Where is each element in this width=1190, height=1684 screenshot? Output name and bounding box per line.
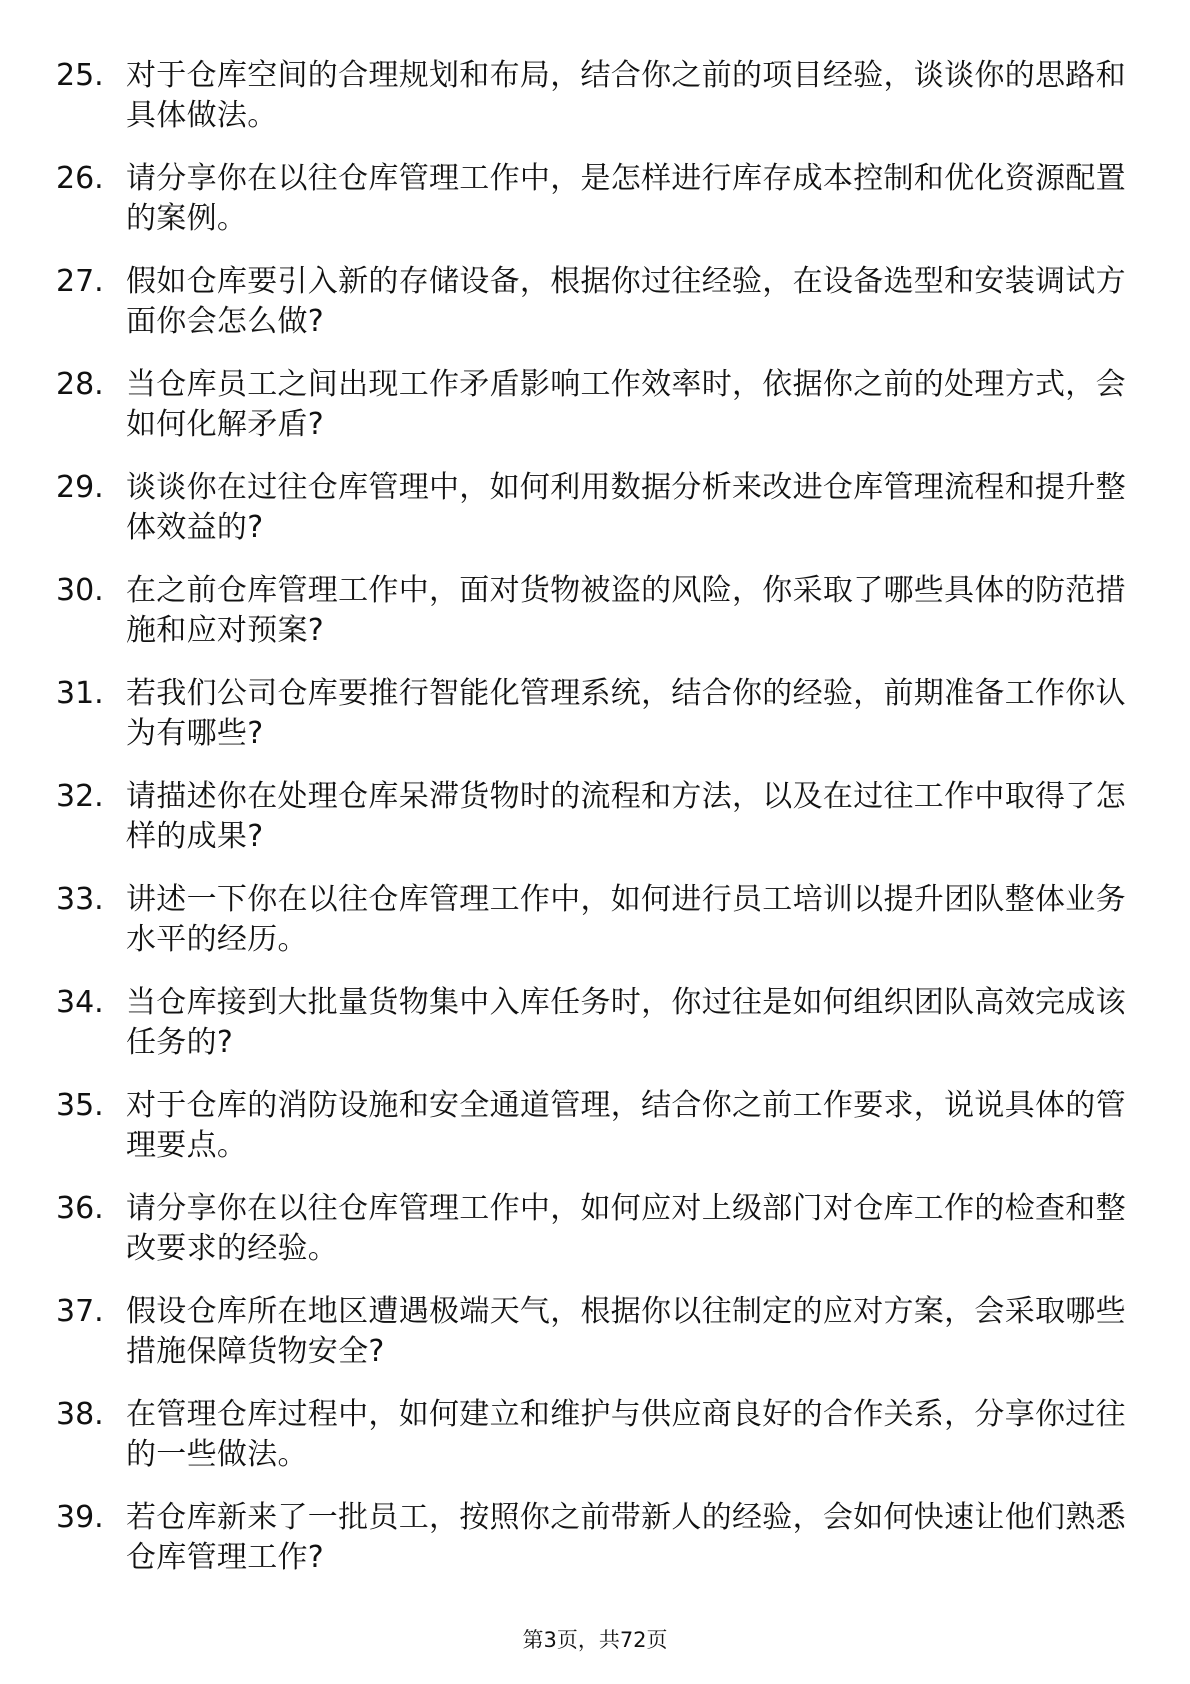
question-number: 28. (56, 367, 104, 402)
question-number: 27. (56, 264, 104, 299)
question-text: 当仓库员工之间出现工作矛盾影响工作效率时，依据你之前的处理方式，会如何化解矛盾? (126, 367, 1126, 442)
question-item (0, 571, 1190, 674)
question-item (0, 777, 1190, 880)
question-item (0, 468, 1190, 571)
question-text: 假如仓库要引入新的存储设备，根据你过往经验，在设备选型和安装调试方面你会怎么做? (126, 264, 1126, 339)
question-text: 请描述你在处理仓库呆滞货物时的流程和方法，以及在过往工作中取得了怎样的成果? (126, 779, 1126, 854)
question-number: 36. (56, 1191, 104, 1226)
question-item (0, 56, 1190, 159)
question-text: 对于仓库空间的合理规划和布局，结合你之前的项目经验，谈谈你的思路和具体做法。 (126, 58, 1126, 133)
page-footer: 第3页，共72页 (522, 1628, 668, 1652)
question-number: 32. (56, 779, 104, 814)
question-text: 请分享你在以往仓库管理工作中，是怎样进行库存成本控制和优化资源配置的案例。 (126, 161, 1126, 236)
question-item (0, 880, 1190, 983)
question-item (0, 674, 1190, 777)
question-item (0, 262, 1190, 365)
question-text: 谈谈你在过往仓库管理中，如何利用数据分析来改进仓库管理流程和提升整体效益的? (126, 470, 1126, 545)
question-text: 在之前仓库管理工作中，面对货物被盗的风险，你采取了哪些具体的防范措施和应对预案? (126, 573, 1126, 648)
question-item (0, 1498, 1190, 1601)
question-text: 若仓库新来了一批员工，按照你之前带新人的经验，会如何快速让他们熟悉仓库管理工作? (126, 1500, 1126, 1575)
question-number: 39. (56, 1500, 104, 1535)
question-number: 31. (56, 676, 104, 711)
question-item (0, 1086, 1190, 1189)
question-number: 26. (56, 161, 104, 196)
question-number: 38. (56, 1397, 104, 1432)
question-number: 25. (56, 58, 104, 93)
question-item (0, 983, 1190, 1086)
question-item (0, 1395, 1190, 1498)
question-number: 34. (56, 985, 104, 1020)
question-item (0, 1189, 1190, 1292)
question-item (0, 159, 1190, 262)
question-text: 对于仓库的消防设施和安全通道管理，结合你之前工作要求，说说具体的管理要点。 (126, 1088, 1126, 1163)
question-number: 29. (56, 470, 104, 505)
question-item (0, 365, 1190, 468)
question-text: 假设仓库所在地区遭遇极端天气，根据你以往制定的应对方案，会采取哪些措施保障货物安全? (126, 1294, 1126, 1369)
question-text: 讲述一下你在以往仓库管理工作中，如何进行员工培训以提升团队整体业务水平的经历。 (126, 882, 1126, 957)
question-item (0, 1292, 1190, 1395)
question-text: 请分享你在以往仓库管理工作中，如何应对上级部门对仓库工作的检查和整改要求的经验。 (126, 1191, 1126, 1266)
question-text: 若我们公司仓库要推行智能化管理系统，结合你的经验，前期准备工作你认为有哪些? (126, 676, 1126, 751)
question-number: 33. (56, 882, 104, 917)
question-number: 30. (56, 573, 104, 608)
question-list (0, 56, 1190, 1601)
question-number: 35. (56, 1088, 104, 1123)
question-text: 当仓库接到大批量货物集中入库任务时，你过往是如何组织团队高效完成该任务的? (126, 985, 1126, 1060)
question-text: 在管理仓库过程中，如何建立和维护与供应商良好的合作关系，分享你过往的一些做法。 (126, 1397, 1126, 1472)
question-number: 37. (56, 1294, 104, 1329)
